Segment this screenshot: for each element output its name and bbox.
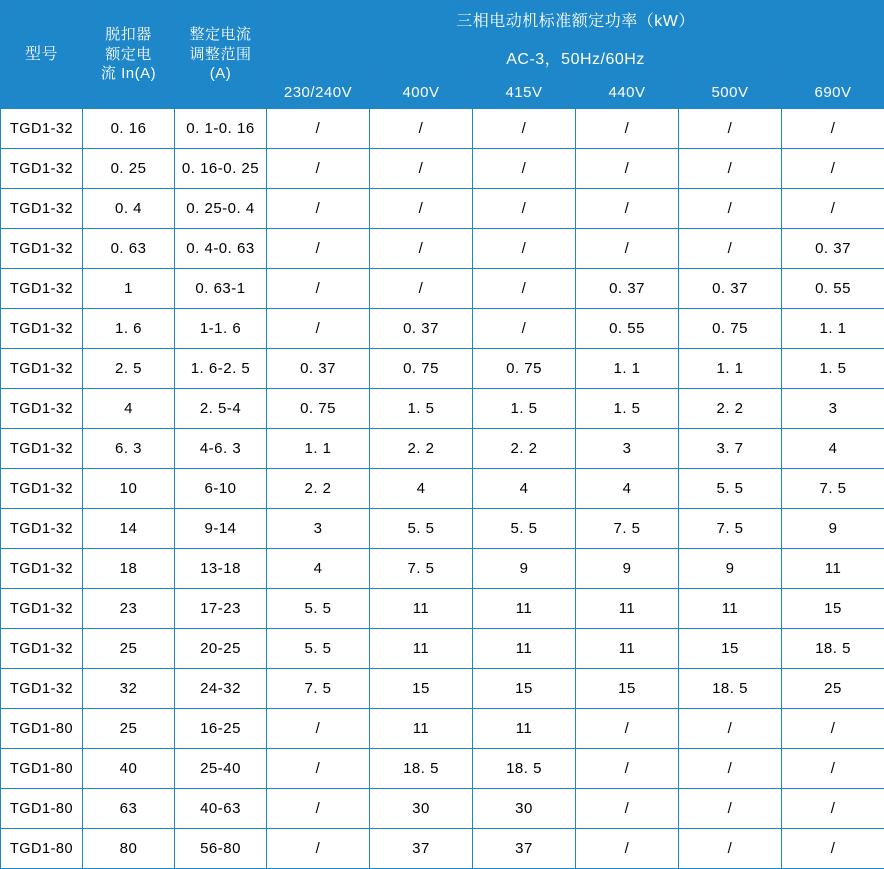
cell-rated-current: 4 <box>83 389 175 429</box>
header-row-1 <box>1 1 884 39</box>
cell-power-230-240v: / <box>267 109 370 149</box>
table-row <box>1 229 884 269</box>
cell-power-230-240v: 7. 5 <box>267 669 370 709</box>
cell-rated-current: 2. 5 <box>83 349 175 389</box>
cell-power-415v: / <box>473 309 576 349</box>
cell-power-500v: 2. 2 <box>679 389 782 429</box>
cell-power-440v: 11 <box>576 589 679 629</box>
cell-power-440v: 1. 5 <box>576 389 679 429</box>
header-voltage-690v: 690V <box>782 77 884 109</box>
header-rated-current-line1: 脱扣器 <box>85 25 172 45</box>
cell-power-415v: / <box>473 189 576 229</box>
cell-power-690v: / <box>782 709 884 749</box>
cell-power-500v: 1. 1 <box>679 349 782 389</box>
table-row <box>1 349 884 389</box>
header-power-group: 三相电动机标准额定功率（kW） <box>267 1 884 39</box>
cell-adjust-range: 6-10 <box>175 469 267 509</box>
cell-model: TGD1-32 <box>1 589 83 629</box>
cell-adjust-range: 0. 1-0. 16 <box>175 109 267 149</box>
table-row <box>1 149 884 189</box>
cell-power-415v: 11 <box>473 709 576 749</box>
table-row <box>1 469 884 509</box>
cell-power-500v: / <box>679 109 782 149</box>
cell-power-400v: 4 <box>370 469 473 509</box>
cell-power-230-240v: 1. 1 <box>267 429 370 469</box>
cell-adjust-range: 1. 6-2. 5 <box>175 349 267 389</box>
cell-power-415v: / <box>473 109 576 149</box>
header-adjust-range <box>175 1 267 109</box>
cell-power-440v: 1. 1 <box>576 349 679 389</box>
cell-power-690v: / <box>782 749 884 789</box>
header-voltage-400v: 400V <box>370 77 473 109</box>
cell-power-230-240v: 0. 37 <box>267 349 370 389</box>
cell-rated-current: 25 <box>83 629 175 669</box>
cell-rated-current: 40 <box>83 749 175 789</box>
cell-adjust-range: 2. 5-4 <box>175 389 267 429</box>
cell-model: TGD1-32 <box>1 629 83 669</box>
header-voltage-500v: 500V <box>679 77 782 109</box>
cell-power-500v: / <box>679 829 782 869</box>
cell-power-500v: 18. 5 <box>679 669 782 709</box>
cell-model: TGD1-32 <box>1 669 83 709</box>
cell-adjust-range: 1-1. 6 <box>175 309 267 349</box>
cell-model: TGD1-32 <box>1 509 83 549</box>
cell-power-230-240v: / <box>267 309 370 349</box>
cell-power-690v: 0. 55 <box>782 269 884 309</box>
cell-power-230-240v: 3 <box>267 509 370 549</box>
cell-power-500v: / <box>679 229 782 269</box>
cell-power-400v: 37 <box>370 829 473 869</box>
cell-model: TGD1-32 <box>1 189 83 229</box>
cell-power-230-240v: 5. 5 <box>267 629 370 669</box>
header-rated-current-line2: 额定电 <box>85 45 172 65</box>
table-row <box>1 589 884 629</box>
cell-adjust-range: 24-32 <box>175 669 267 709</box>
cell-rated-current: 32 <box>83 669 175 709</box>
cell-power-690v: 15 <box>782 589 884 629</box>
cell-model: TGD1-32 <box>1 469 83 509</box>
cell-power-415v: 4 <box>473 469 576 509</box>
cell-power-400v: 1. 5 <box>370 389 473 429</box>
cell-power-415v: 11 <box>473 589 576 629</box>
cell-adjust-range: 13-18 <box>175 549 267 589</box>
cell-rated-current: 0. 4 <box>83 189 175 229</box>
cell-model: TGD1-32 <box>1 109 83 149</box>
table-row <box>1 509 884 549</box>
cell-adjust-range: 4-6. 3 <box>175 429 267 469</box>
cell-power-415v: 9 <box>473 549 576 589</box>
cell-power-440v: 0. 55 <box>576 309 679 349</box>
cell-power-440v: 11 <box>576 629 679 669</box>
cell-power-230-240v: / <box>267 789 370 829</box>
cell-power-415v: 5. 5 <box>473 509 576 549</box>
cell-power-230-240v: 5. 5 <box>267 589 370 629</box>
table-row <box>1 669 884 709</box>
header-rated-current-line3: 流 In(A) <box>85 64 172 84</box>
table-row <box>1 629 884 669</box>
cell-model: TGD1-32 <box>1 429 83 469</box>
cell-power-400v: / <box>370 189 473 229</box>
cell-power-400v: 15 <box>370 669 473 709</box>
cell-power-690v: / <box>782 149 884 189</box>
cell-power-440v: / <box>576 789 679 829</box>
cell-power-690v: 25 <box>782 669 884 709</box>
cell-adjust-range: 0. 63-1 <box>175 269 267 309</box>
cell-power-400v: 11 <box>370 629 473 669</box>
cell-power-415v: 15 <box>473 669 576 709</box>
cell-rated-current: 23 <box>83 589 175 629</box>
cell-power-440v: 0. 37 <box>576 269 679 309</box>
cell-power-400v: / <box>370 229 473 269</box>
cell-power-690v: 11 <box>782 549 884 589</box>
cell-power-400v: 18. 5 <box>370 749 473 789</box>
cell-power-440v: / <box>576 109 679 149</box>
cell-adjust-range: 20-25 <box>175 629 267 669</box>
cell-power-500v: 0. 37 <box>679 269 782 309</box>
cell-rated-current: 1. 6 <box>83 309 175 349</box>
cell-power-500v: 7. 5 <box>679 509 782 549</box>
cell-power-440v: 9 <box>576 549 679 589</box>
cell-power-415v: / <box>473 229 576 269</box>
cell-rated-current: 1 <box>83 269 175 309</box>
cell-adjust-range: 0. 4-0. 63 <box>175 229 267 269</box>
cell-power-230-240v: / <box>267 149 370 189</box>
cell-model: TGD1-32 <box>1 309 83 349</box>
cell-power-440v: 3 <box>576 429 679 469</box>
cell-adjust-range: 0. 25-0. 4 <box>175 189 267 229</box>
cell-model: TGD1-32 <box>1 549 83 589</box>
cell-power-440v: / <box>576 749 679 789</box>
cell-adjust-range: 56-80 <box>175 829 267 869</box>
table-row <box>1 749 884 789</box>
header-voltage-415v: 415V <box>473 77 576 109</box>
cell-power-400v: 0. 37 <box>370 309 473 349</box>
cell-rated-current: 0. 25 <box>83 149 175 189</box>
cell-power-400v: 30 <box>370 789 473 829</box>
cell-rated-current: 80 <box>83 829 175 869</box>
cell-adjust-range: 16-25 <box>175 709 267 749</box>
cell-power-230-240v: 0. 75 <box>267 389 370 429</box>
cell-rated-current: 0. 16 <box>83 109 175 149</box>
cell-rated-current: 18 <box>83 549 175 589</box>
cell-power-500v: / <box>679 709 782 749</box>
cell-model: TGD1-80 <box>1 749 83 789</box>
table-row <box>1 389 884 429</box>
cell-power-230-240v: 4 <box>267 549 370 589</box>
header-voltage-440v: 440V <box>576 77 679 109</box>
cell-power-400v: 11 <box>370 709 473 749</box>
header-ac3: AC-3，50Hz/60Hz <box>267 39 884 77</box>
table-header <box>1 1 884 109</box>
cell-power-690v: 1. 5 <box>782 349 884 389</box>
cell-rated-current: 6. 3 <box>83 429 175 469</box>
table-row <box>1 309 884 349</box>
cell-power-415v: 30 <box>473 789 576 829</box>
cell-power-440v: / <box>576 829 679 869</box>
cell-power-690v: / <box>782 189 884 229</box>
cell-power-230-240v: / <box>267 829 370 869</box>
cell-power-690v: / <box>782 109 884 149</box>
cell-power-230-240v: / <box>267 269 370 309</box>
cell-power-440v: / <box>576 149 679 189</box>
cell-rated-current: 0. 63 <box>83 229 175 269</box>
cell-rated-current: 63 <box>83 789 175 829</box>
cell-model: TGD1-32 <box>1 389 83 429</box>
cell-power-500v: / <box>679 189 782 229</box>
table-row <box>1 789 884 829</box>
cell-power-415v: 11 <box>473 629 576 669</box>
cell-power-690v: / <box>782 789 884 829</box>
cell-power-500v: / <box>679 749 782 789</box>
cell-power-415v: 0. 75 <box>473 349 576 389</box>
cell-power-500v: 3. 7 <box>679 429 782 469</box>
cell-power-440v: / <box>576 709 679 749</box>
cell-power-690v: 3 <box>782 389 884 429</box>
table-body <box>1 109 884 869</box>
cell-adjust-range: 25-40 <box>175 749 267 789</box>
cell-power-400v: / <box>370 269 473 309</box>
table-row <box>1 549 884 589</box>
cell-power-400v: 7. 5 <box>370 549 473 589</box>
cell-power-415v: / <box>473 149 576 189</box>
cell-power-230-240v: / <box>267 749 370 789</box>
cell-power-400v: / <box>370 149 473 189</box>
cell-power-440v: 7. 5 <box>576 509 679 549</box>
table-row <box>1 269 884 309</box>
cell-rated-current: 14 <box>83 509 175 549</box>
cell-power-400v: 11 <box>370 589 473 629</box>
cell-power-440v: 4 <box>576 469 679 509</box>
cell-power-690v: 4 <box>782 429 884 469</box>
cell-power-400v: 2. 2 <box>370 429 473 469</box>
cell-model: TGD1-32 <box>1 229 83 269</box>
cell-rated-current: 10 <box>83 469 175 509</box>
cell-power-690v: 7. 5 <box>782 469 884 509</box>
cell-power-400v: 5. 5 <box>370 509 473 549</box>
cell-model: TGD1-32 <box>1 269 83 309</box>
cell-model: TGD1-32 <box>1 349 83 389</box>
cell-power-690v: 0. 37 <box>782 229 884 269</box>
cell-adjust-range: 0. 16-0. 25 <box>175 149 267 189</box>
cell-power-230-240v: / <box>267 709 370 749</box>
cell-model: TGD1-80 <box>1 789 83 829</box>
cell-power-500v: 15 <box>679 629 782 669</box>
cell-power-230-240v: / <box>267 189 370 229</box>
header-model: 型号 <box>1 1 83 109</box>
cell-power-415v: 37 <box>473 829 576 869</box>
cell-model: TGD1-80 <box>1 829 83 869</box>
cell-power-415v: / <box>473 269 576 309</box>
cell-power-400v: / <box>370 109 473 149</box>
cell-power-440v: / <box>576 189 679 229</box>
cell-power-500v: 11 <box>679 589 782 629</box>
cell-power-690v: 18. 5 <box>782 629 884 669</box>
header-rated-current <box>83 1 175 109</box>
cell-power-415v: 1. 5 <box>473 389 576 429</box>
cell-power-400v: 0. 75 <box>370 349 473 389</box>
cell-power-690v: 9 <box>782 509 884 549</box>
header-voltage-230-240v: 230/240V <box>267 77 370 109</box>
table-row <box>1 429 884 469</box>
cell-power-500v: 9 <box>679 549 782 589</box>
cell-adjust-range: 9-14 <box>175 509 267 549</box>
cell-adjust-range: 17-23 <box>175 589 267 629</box>
cell-power-690v: 1. 1 <box>782 309 884 349</box>
cell-power-500v: / <box>679 149 782 189</box>
cell-power-440v: 15 <box>576 669 679 709</box>
cell-rated-current: 25 <box>83 709 175 749</box>
cell-power-500v: 0. 75 <box>679 309 782 349</box>
table-row <box>1 109 884 149</box>
cell-power-230-240v: 2. 2 <box>267 469 370 509</box>
table-row <box>1 829 884 869</box>
cell-power-690v: / <box>782 829 884 869</box>
table-row <box>1 189 884 229</box>
header-adjust-range-line2: 调整范围 <box>177 45 264 65</box>
cell-adjust-range: 40-63 <box>175 789 267 829</box>
cell-model: TGD1-80 <box>1 709 83 749</box>
cell-power-500v: 5. 5 <box>679 469 782 509</box>
cell-power-415v: 18. 5 <box>473 749 576 789</box>
header-adjust-range-line1: 整定电流 <box>177 25 264 45</box>
cell-model: TGD1-32 <box>1 149 83 189</box>
cell-power-440v: / <box>576 229 679 269</box>
cell-power-230-240v: / <box>267 229 370 269</box>
table-row <box>1 709 884 749</box>
header-adjust-range-line3: (A) <box>177 64 264 84</box>
cell-power-500v: / <box>679 789 782 829</box>
cell-power-415v: 2. 2 <box>473 429 576 469</box>
